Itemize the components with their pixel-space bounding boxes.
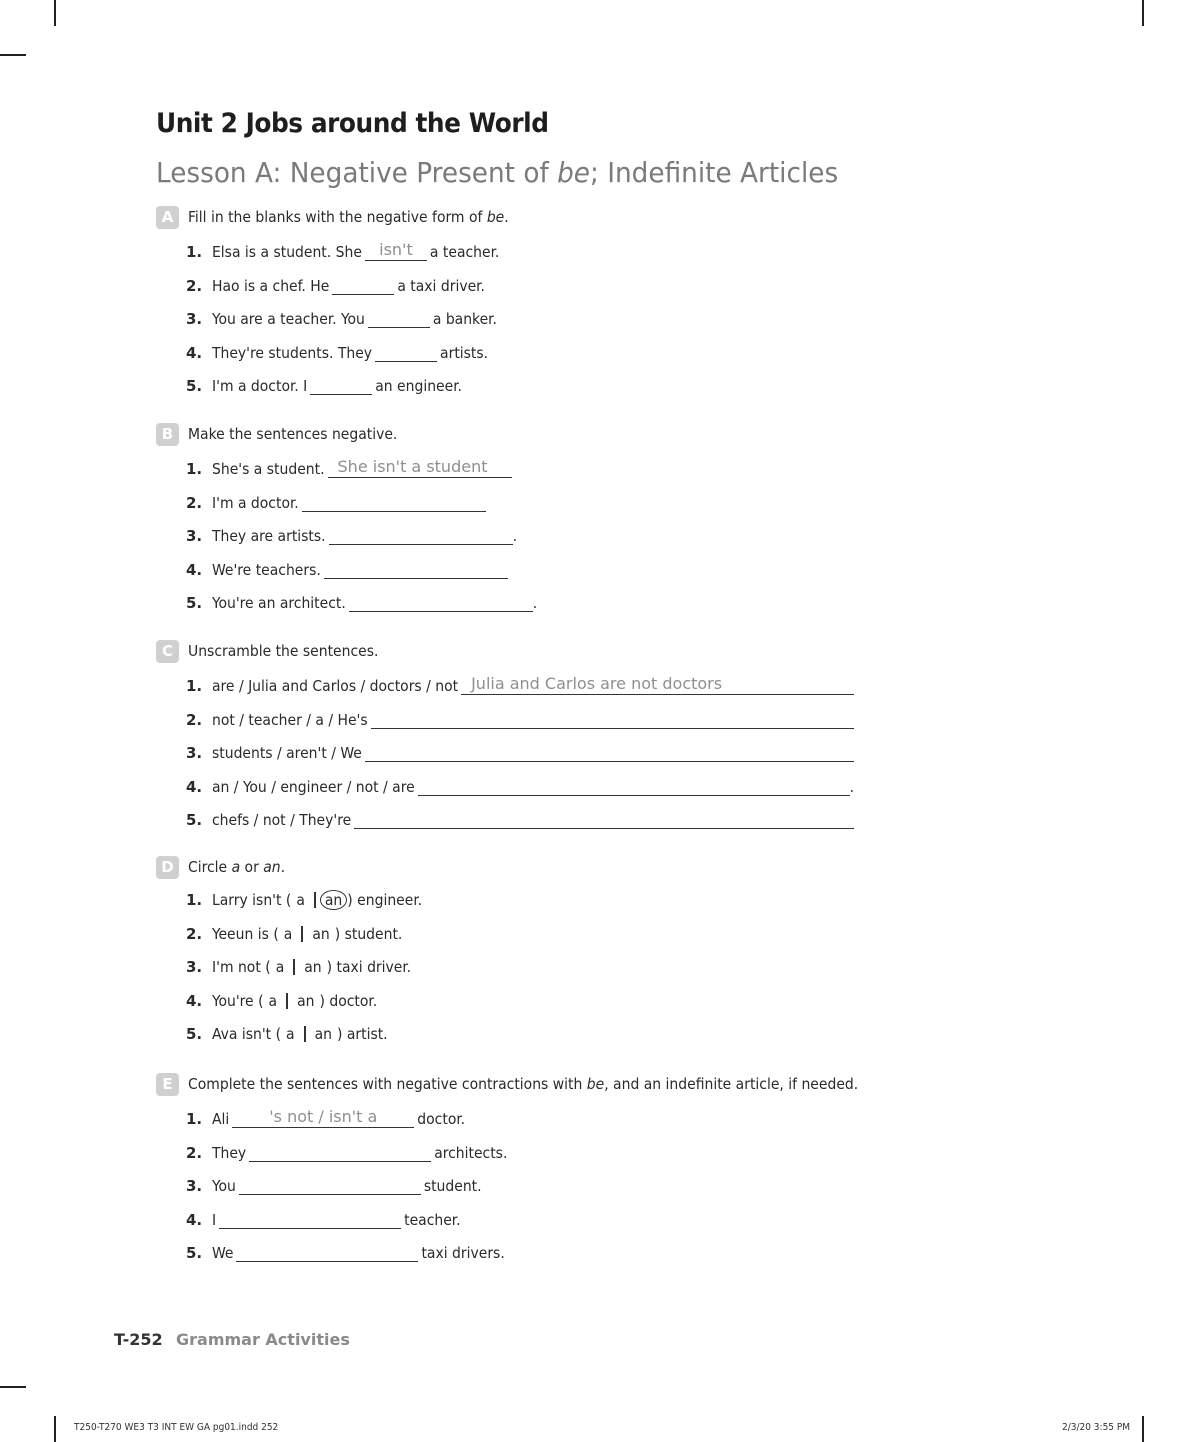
exercise-item (186, 306, 497, 328)
choice-a[interactable]: a (296, 891, 305, 909)
item-prompt: You are a teacher. You (212, 310, 365, 328)
item-number: 4. (186, 992, 203, 1010)
item-continuation: artist. (346, 1025, 388, 1043)
instruction-or: or (240, 858, 264, 876)
choice-a[interactable]: a (283, 925, 293, 943)
answer-blank[interactable] (365, 741, 854, 762)
item-prompt: They (212, 1144, 247, 1162)
open-paren: ( (265, 958, 271, 976)
answer-blank[interactable] (219, 1208, 401, 1229)
item-prompt: They are artists. (212, 527, 326, 545)
instruction-text: Circle (188, 858, 232, 876)
section-b (156, 422, 876, 612)
exercise-item (186, 923, 402, 945)
item-number: 5. (186, 811, 203, 829)
section-instruction: Unscramble the sentences. (188, 642, 379, 660)
item-number: 2. (186, 277, 203, 295)
exercise-item (186, 239, 499, 261)
exercise-item (186, 1023, 388, 1045)
item-continuation: . (532, 594, 538, 612)
section-header (156, 1072, 876, 1096)
lesson-title-prefix: Lesson A: Negative Present of (156, 156, 558, 189)
exercise-item (186, 707, 854, 729)
answer-blank[interactable] (461, 674, 854, 695)
lesson-title-suffix: ; Indefinite Articles (589, 156, 839, 189)
answer-blank[interactable] (324, 558, 508, 579)
instruction-end: . (504, 208, 509, 226)
item-prompt: I'm a doctor. (212, 494, 299, 512)
unit-title: Unit 2 Jobs around the World (156, 108, 549, 139)
answer-blank[interactable] (232, 1107, 414, 1128)
exercise-item (186, 1240, 505, 1262)
item-number: 3. (186, 310, 203, 328)
item-prompt: Elsa is a student. She (212, 243, 362, 261)
answer-blank[interactable] (371, 708, 854, 729)
item-continuation: . (512, 527, 518, 545)
item-prompt: I (212, 1211, 217, 1229)
item-prompt: students / aren't / We (212, 744, 362, 762)
choice-divider (286, 993, 288, 1009)
answer-blank[interactable] (332, 274, 394, 295)
answer-blank[interactable] (349, 591, 533, 612)
close-paren: ) (347, 891, 353, 909)
answer-blank[interactable] (375, 341, 437, 362)
crop-mark (1142, 0, 1144, 26)
item-prompt: Yeeun is (212, 925, 269, 943)
choice-an-circled[interactable]: an (320, 890, 347, 910)
section-c (156, 639, 876, 829)
exercise-item (186, 456, 515, 478)
item-continuation: taxi drivers. (421, 1244, 505, 1262)
open-paren: ( (273, 925, 279, 943)
item-prompt: We're teachers. (212, 561, 321, 579)
instruction-text: Complete the sentences with negative contractions with (188, 1075, 587, 1093)
item-prompt: They're students. They (212, 344, 373, 362)
item-number: 4. (186, 561, 203, 579)
print-slug-file: T250-T270 WE3 T3 INT EW GA pg01.indd 252 (74, 1422, 279, 1433)
item-number: 3. (186, 958, 203, 976)
exercise-item (186, 990, 377, 1012)
item-number: 4. (186, 1211, 203, 1229)
item-number: 2. (186, 494, 203, 512)
instruction-an: an (263, 858, 281, 876)
section-instruction (188, 208, 509, 226)
lesson-title (156, 156, 838, 189)
item-continuation: a taxi driver. (397, 277, 485, 295)
answer-text: isn't (379, 240, 413, 259)
choice-divider (301, 926, 303, 942)
item-number: 1. (186, 677, 203, 695)
section-badge: B (156, 423, 179, 446)
close-paren: ) (319, 992, 325, 1010)
answer-blank[interactable] (302, 491, 486, 512)
section-header (156, 422, 876, 446)
open-paren: ( (285, 891, 292, 909)
item-prompt: are / Julia and Carlos / doctors / not (212, 677, 459, 695)
exercise-item (186, 523, 517, 545)
answer-text: Julia and Carlos are not doctors (471, 674, 723, 693)
section-a (156, 205, 876, 395)
answer-blank[interactable] (368, 307, 430, 328)
item-number: 1. (186, 891, 203, 909)
item-prompt: You (212, 1177, 236, 1195)
section-header (156, 205, 876, 229)
crop-mark (1142, 1416, 1144, 1442)
exercise-item (186, 557, 511, 579)
exercise-item (186, 1173, 482, 1195)
item-continuation: student. (344, 925, 403, 943)
answer-blank[interactable] (354, 808, 854, 829)
exercise-item (186, 740, 854, 762)
choice-divider (293, 959, 295, 975)
exercise-item (186, 1207, 461, 1229)
section-d (156, 855, 876, 1043)
crop-mark (54, 0, 56, 26)
section-badge: D (156, 856, 179, 879)
exercise-item (186, 807, 854, 829)
answer-blank[interactable] (310, 374, 372, 395)
item-number: 3. (186, 1177, 203, 1195)
print-slug-date: 2/3/20 3:55 PM (1062, 1422, 1131, 1433)
footer-label: Grammar Activities (176, 1330, 350, 1349)
choice-divider (304, 1026, 306, 1042)
section-instruction: Make the sentences negative. (188, 425, 398, 443)
item-number: 5. (186, 594, 203, 612)
exercise-item (186, 1140, 507, 1162)
item-continuation: a banker. (432, 310, 497, 328)
item-prompt: I'm a doctor. I (212, 377, 308, 395)
answer-blank[interactable] (329, 524, 513, 545)
choice-a[interactable]: a (268, 992, 278, 1010)
answer-text: 's not / isn't a (269, 1107, 378, 1126)
exercise-item (186, 273, 485, 295)
item-prompt: I'm not (212, 958, 261, 976)
section-instruction (188, 1075, 858, 1093)
item-prompt: We (212, 1244, 234, 1262)
item-continuation: engineer. (357, 891, 423, 909)
crop-mark (0, 1386, 26, 1388)
item-number: 4. (186, 344, 203, 362)
item-continuation: artists. (440, 344, 489, 362)
crop-mark (0, 54, 26, 56)
item-number: 5. (186, 377, 203, 395)
section-header (156, 639, 876, 663)
item-prompt: Larry isn't (212, 891, 282, 909)
instruction-a: a (231, 858, 241, 876)
item-number: 2. (186, 711, 203, 729)
item-number: 2. (186, 1144, 203, 1162)
instruction-text: Fill in the blanks with the negative form of (188, 208, 487, 226)
item-continuation: an engineer. (375, 377, 462, 395)
section-instruction (188, 858, 285, 876)
item-prompt: an / You / engineer / not / are (212, 778, 415, 796)
instruction-end: . (280, 858, 286, 876)
exercise-item (186, 340, 488, 362)
item-number: 5. (186, 1244, 203, 1262)
item-number: 2. (186, 925, 203, 943)
lesson-title-be: be (557, 156, 590, 189)
item-number: 5. (186, 1025, 203, 1043)
open-paren: ( (275, 1025, 282, 1043)
item-number: 1. (186, 1110, 203, 1128)
item-prompt: chefs / not / They're (212, 811, 352, 829)
section-header (156, 855, 876, 879)
exercise-item (186, 774, 854, 796)
answer-blank[interactable] (365, 240, 427, 261)
section-badge: A (156, 206, 179, 229)
instruction-end: , and an indefinite article, if needed. (604, 1075, 859, 1093)
open-paren: ( (258, 992, 264, 1010)
instruction-be: be (586, 1075, 605, 1093)
close-paren: ) (334, 925, 341, 943)
item-prompt: She's a student. (212, 460, 325, 478)
exercise-item (186, 673, 854, 695)
exercise-item (186, 889, 422, 911)
answer-blank[interactable] (418, 775, 850, 796)
exercise-item (186, 956, 411, 978)
item-prompt: Ava isn't (212, 1025, 272, 1043)
answer-blank[interactable] (249, 1141, 431, 1162)
answer-text: She isn't a student (337, 457, 488, 476)
crop-mark (54, 1416, 56, 1442)
item-prompt: You're (212, 992, 254, 1010)
choice-an[interactable]: an (304, 958, 322, 976)
choice-divider (314, 892, 316, 908)
item-continuation: architects. (434, 1144, 508, 1162)
section-e (156, 1072, 876, 1262)
page-number: T-252 (114, 1330, 163, 1349)
exercise-item (186, 590, 537, 612)
item-prompt: You're an architect. (212, 594, 346, 612)
close-paren: ) (336, 1025, 343, 1043)
exercise-item (186, 1106, 465, 1128)
item-continuation: teacher. (404, 1211, 461, 1229)
answer-blank[interactable] (236, 1241, 418, 1262)
item-continuation: . (849, 778, 854, 796)
item-number: 1. (186, 460, 203, 478)
item-continuation: a teacher. (429, 243, 500, 261)
item-number: 3. (186, 527, 203, 545)
choice-a[interactable]: a (275, 958, 285, 976)
item-number: 4. (186, 778, 203, 796)
choice-an[interactable]: an (312, 925, 330, 943)
answer-blank[interactable] (328, 457, 512, 478)
choice-an[interactable]: an (297, 992, 315, 1010)
exercise-item (186, 373, 462, 395)
exercise-item (186, 490, 489, 512)
section-badge: C (156, 640, 179, 663)
item-prompt: Hao is a chef. He (212, 277, 330, 295)
choice-a[interactable]: a (286, 1025, 295, 1043)
item-continuation: doctor. (329, 992, 378, 1010)
answer-blank[interactable] (239, 1174, 421, 1195)
item-prompt: Ali (212, 1110, 230, 1128)
item-continuation: doctor. (417, 1110, 466, 1128)
item-number: 3. (186, 744, 203, 762)
item-continuation: student. (423, 1177, 482, 1195)
item-prompt: not / teacher / a / He's (212, 711, 368, 729)
choice-an[interactable]: an (314, 1025, 332, 1043)
section-badge: E (156, 1073, 179, 1096)
close-paren: ) (326, 958, 333, 976)
instruction-be: be (486, 208, 505, 226)
item-continuation: taxi driver. (336, 958, 412, 976)
item-number: 1. (186, 243, 203, 261)
